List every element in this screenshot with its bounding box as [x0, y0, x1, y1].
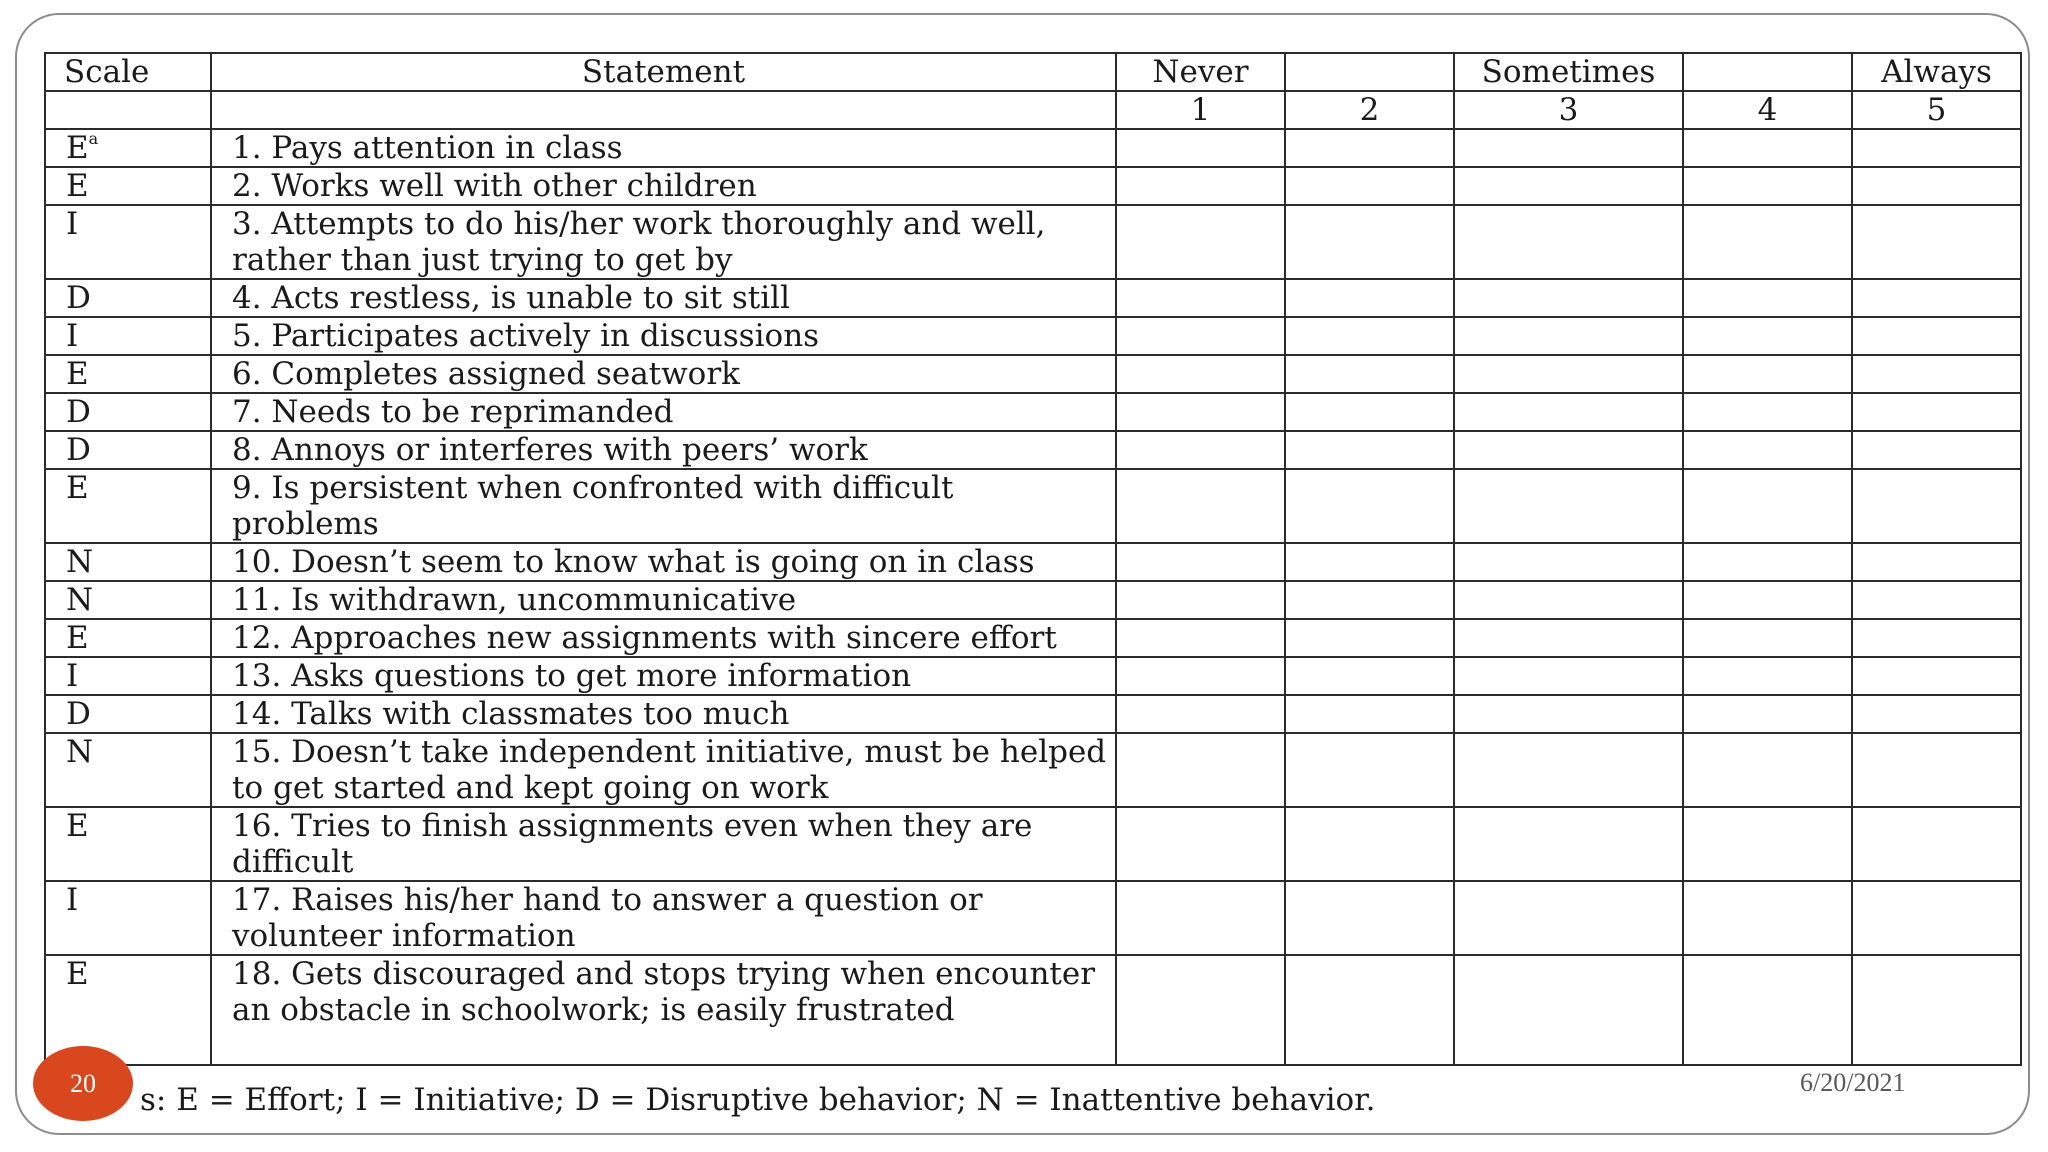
- scale-cell: E: [45, 355, 211, 393]
- rating-cell: [1116, 695, 1285, 733]
- scale-cell: I: [45, 881, 211, 955]
- header-row: [45, 53, 2021, 91]
- scale-cell: E: [45, 619, 211, 657]
- rating-cell: [1454, 317, 1683, 355]
- scale-cell: I: [45, 657, 211, 695]
- footnote-marker: a: [88, 129, 99, 148]
- table-row: [45, 431, 2021, 469]
- scale-cell: E: [45, 955, 211, 1065]
- rating-cell: [1116, 807, 1285, 881]
- rating-cell: [1683, 469, 1852, 543]
- slide-date: 6/20/2021: [1800, 1068, 1906, 1097]
- statement-cell: 3. Attempts to do his/her work thoroughly and well, rather than just trying to get by: [211, 205, 1116, 279]
- scale-cell: I: [45, 317, 211, 355]
- table-row: [45, 543, 2021, 581]
- rating-cell: [1285, 619, 1454, 657]
- rating-cell: [1116, 543, 1285, 581]
- table-row: [45, 581, 2021, 619]
- rating-cell: [1116, 881, 1285, 955]
- statement-cell: 10. Doesn’t seem to know what is going on in class: [211, 543, 1116, 581]
- rating-cell: [1683, 581, 1852, 619]
- rating-number: 3: [1454, 91, 1683, 129]
- statement-cell: 5. Participates actively in discussions: [211, 317, 1116, 355]
- scale-cell: I: [45, 205, 211, 279]
- header-blank-4: [1683, 53, 1852, 91]
- rating-cell: [1852, 355, 2021, 393]
- rating-cell: [1683, 695, 1852, 733]
- scale-cell: D: [45, 431, 211, 469]
- statement-cell: 8. Annoys or interferes with peers’ work: [211, 431, 1116, 469]
- table-row: [45, 657, 2021, 695]
- rating-cell: [1116, 431, 1285, 469]
- rating-cell: [1116, 355, 1285, 393]
- rating-cell: [1116, 619, 1285, 657]
- rating-cell: [1285, 129, 1454, 167]
- table-row: [45, 317, 2021, 355]
- rating-cell: [1454, 431, 1683, 469]
- rating-number: 4: [1683, 91, 1852, 129]
- statement-cell: 16. Tries to finish assignments even when they are difficult: [211, 807, 1116, 881]
- table-row: [45, 619, 2021, 657]
- header-scale: Scale: [45, 53, 211, 91]
- rating-cell: [1285, 581, 1454, 619]
- rating-cell: [1454, 581, 1683, 619]
- rating-cell: [1116, 317, 1285, 355]
- scale-cell: D: [45, 279, 211, 317]
- statement-cell: 7. Needs to be reprimanded: [211, 393, 1116, 431]
- rating-cell: [1852, 733, 2021, 807]
- rating-cell: [1116, 581, 1285, 619]
- scale-cell: N: [45, 733, 211, 807]
- rating-cell: [1454, 355, 1683, 393]
- table-row: [45, 279, 2021, 317]
- rating-cell: [1683, 355, 1852, 393]
- rating-cell: [1454, 279, 1683, 317]
- rating-cell: [1852, 543, 2021, 581]
- rating-cell: [1116, 955, 1285, 1065]
- rating-cell: [1116, 733, 1285, 807]
- rating-number: 1: [1116, 91, 1285, 129]
- rating-cell: [1683, 657, 1852, 695]
- rating-cell: [1285, 205, 1454, 279]
- statement-cell: 4. Acts restless, is unable to sit still: [211, 279, 1116, 317]
- rating-cell: [1285, 955, 1454, 1065]
- rating-cell: [1116, 393, 1285, 431]
- statement-cell: 1. Pays attention in class: [211, 129, 1116, 167]
- rating-cell: [1116, 279, 1285, 317]
- rating-cell: [1116, 657, 1285, 695]
- rating-cell: [1683, 393, 1852, 431]
- rating-cell: [1852, 393, 2021, 431]
- statement-cell: 9. Is persistent when confronted with difficult problems: [211, 469, 1116, 543]
- rating-cell: [1852, 129, 2021, 167]
- statement-cell: 14. Talks with classmates too much: [211, 695, 1116, 733]
- rating-cell: [1852, 881, 2021, 955]
- rating-cell: [1454, 733, 1683, 807]
- table-row: [45, 355, 2021, 393]
- rating-cell: [1852, 279, 2021, 317]
- rating-cell: [1454, 807, 1683, 881]
- rating-cell: [1285, 279, 1454, 317]
- rating-cell: [1285, 469, 1454, 543]
- statement-cell: 13. Asks questions to get more information: [211, 657, 1116, 695]
- rating-cell: [1285, 807, 1454, 881]
- rating-cell: [1683, 619, 1852, 657]
- scale-cell: N: [45, 543, 211, 581]
- table-row: [45, 881, 2021, 955]
- rating-cell: [1116, 167, 1285, 205]
- rating-cell: [1683, 205, 1852, 279]
- rating-cell: [1852, 581, 2021, 619]
- rating-cell: [1683, 279, 1852, 317]
- header-always: Always: [1852, 53, 2021, 91]
- rating-cell: [1683, 129, 1852, 167]
- header-sometimes: Sometimes: [1454, 53, 1683, 91]
- rating-cell: [1852, 205, 2021, 279]
- table-footnote: s: E = Effort; I = Initiative; D = Disruptive behavior; N = Inattentive behavior.: [140, 1082, 1376, 1118]
- rating-cell: [1285, 881, 1454, 955]
- header-statement: Statement: [211, 53, 1116, 91]
- rating-cell: [1454, 393, 1683, 431]
- page-number-badge: 20: [33, 1046, 133, 1121]
- statement-cell: 11. Is withdrawn, uncommunicative: [211, 581, 1116, 619]
- number-row-blank: [211, 91, 1116, 129]
- rating-cell: [1852, 955, 2021, 1065]
- table-row: [45, 205, 2021, 279]
- header-blank-2: [1285, 53, 1454, 91]
- rating-cell: [1285, 317, 1454, 355]
- table-row: [45, 733, 2021, 807]
- rating-cell: [1454, 619, 1683, 657]
- rating-cell: [1285, 733, 1454, 807]
- rating-cell: [1683, 807, 1852, 881]
- rating-cell: [1852, 657, 2021, 695]
- rating-cell: [1285, 355, 1454, 393]
- rating-cell: [1852, 619, 2021, 657]
- rating-number: 2: [1285, 91, 1454, 129]
- scale-code: E: [66, 130, 89, 166]
- statement-cell: 6. Completes assigned seatwork: [211, 355, 1116, 393]
- rating-number: 5: [1852, 91, 2021, 129]
- statement-cell: 17. Raises his/her hand to answer a question or volunteer information: [211, 881, 1116, 955]
- rating-cell: [1285, 393, 1454, 431]
- rating-cell: [1454, 469, 1683, 543]
- scale-cell: E: [45, 807, 211, 881]
- header-never: Never: [1116, 53, 1285, 91]
- rating-cell: [1454, 657, 1683, 695]
- table-row: [45, 469, 2021, 543]
- number-row: [45, 91, 2021, 129]
- scale-cell: D: [45, 695, 211, 733]
- statement-cell: 12. Approaches new assignments with sincere effort: [211, 619, 1116, 657]
- rating-cell: [1852, 431, 2021, 469]
- statement-cell: 2. Works well with other children: [211, 167, 1116, 205]
- rating-cell: [1852, 807, 2021, 881]
- rating-cell: [1683, 431, 1852, 469]
- scale-cell: D: [45, 393, 211, 431]
- rating-cell: [1116, 469, 1285, 543]
- table-row: [45, 695, 2021, 733]
- rating-cell: [1454, 695, 1683, 733]
- rating-cell: [1683, 733, 1852, 807]
- scale-cell: E: [45, 469, 211, 543]
- rating-cell: [1683, 317, 1852, 355]
- table-row: [45, 955, 2021, 1065]
- rating-cell: [1116, 205, 1285, 279]
- rating-cell: [1683, 167, 1852, 205]
- rating-cell: [1116, 129, 1285, 167]
- rating-cell: [1285, 431, 1454, 469]
- scale-cell: N: [45, 581, 211, 619]
- rating-cell: [1852, 469, 2021, 543]
- rating-cell: [1852, 695, 2021, 733]
- rating-cell: [1454, 205, 1683, 279]
- table-row: [45, 167, 2021, 205]
- table-row: [45, 393, 2021, 431]
- rating-cell: [1285, 167, 1454, 205]
- scale-cell: [45, 129, 211, 167]
- rating-cell: [1454, 129, 1683, 167]
- scale-cell: E: [45, 167, 211, 205]
- rating-cell: [1285, 695, 1454, 733]
- rating-cell: [1852, 167, 2021, 205]
- rating-cell: [1683, 543, 1852, 581]
- table-row: [45, 807, 2021, 881]
- rating-scale-table: [44, 52, 2022, 1066]
- rating-cell: [1852, 317, 2021, 355]
- statement-cell: 15. Doesn’t take independent initiative, must be helped to get started and kept going on work: [211, 733, 1116, 807]
- number-row-blank: [45, 91, 211, 129]
- table-row: [45, 129, 2021, 167]
- rating-cell: [1454, 955, 1683, 1065]
- rating-cell: [1454, 881, 1683, 955]
- rating-cell: [1454, 167, 1683, 205]
- rating-cell: [1285, 657, 1454, 695]
- statement-cell: 18. Gets discouraged and stops trying when encounter an obstacle in schoolwork; is easily frustrated: [211, 955, 1116, 1065]
- rating-cell: [1285, 543, 1454, 581]
- rating-cell: [1683, 881, 1852, 955]
- rating-cell: [1683, 955, 1852, 1065]
- rating-cell: [1454, 543, 1683, 581]
